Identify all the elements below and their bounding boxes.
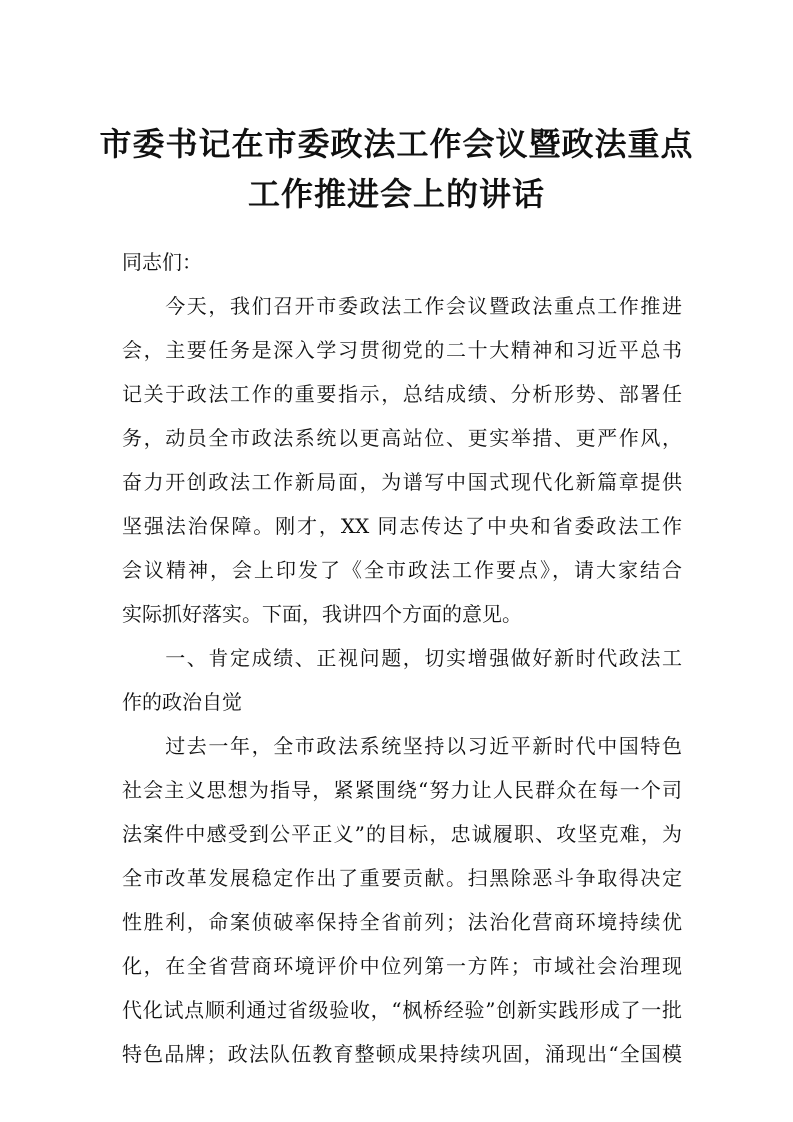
paragraph-line: 记关于政法工作的重要指示，总结成绩、分析形势、部署任 bbox=[122, 382, 682, 406]
paragraph-line: 特色品牌；政法队伍教育整顿成果持续巩固，涌现出“全国模 bbox=[122, 1042, 682, 1066]
paragraph-line: 全市改革发展稳定作出了重要贡献。扫黑除恶斗争取得决定 bbox=[122, 866, 682, 890]
salutation: 同志们： bbox=[122, 250, 202, 274]
paragraph-line: 社会主义思想为指导，紧紧围绕“努力让人民群众在每一个司 bbox=[122, 778, 682, 802]
paragraph-line: 坚强法治保障。刚才，XX 同志传达了中央和省委政法工作 bbox=[122, 514, 682, 538]
paragraph-line: 代化试点顺利通过省级验收，“枫桥经验”创新实践形成了一批 bbox=[122, 998, 682, 1022]
document-title-line-1: 市委书记在市委政法工作会议暨政法重点 bbox=[99, 125, 694, 163]
section-heading-line: 一、肯定成绩、正视问题，切实增强做好新时代政法工 bbox=[122, 646, 682, 670]
paragraph-line: 化，在全省营商环境评价中位列第一方阵；市域社会治理现 bbox=[122, 954, 682, 978]
paragraph-line: 法案件中感受到公平正义”的目标，忠诚履职、攻坚克难，为 bbox=[122, 822, 682, 846]
paragraph-line: 过去一年，全市政法系统坚持以习近平新时代中国特色 bbox=[122, 734, 682, 758]
paragraph-line: 会议精神，会上印发了《全市政法工作要点》，请大家结合 bbox=[122, 558, 682, 582]
paragraph-line: 实际抓好落实。下面，我讲四个方面的意见。 bbox=[122, 602, 522, 626]
paragraph-line: 今天，我们召开市委政法工作会议暨政法重点工作推进 bbox=[122, 294, 682, 318]
paragraph-line: 会，主要任务是深入学习贯彻党的二十大精神和习近平总书 bbox=[122, 338, 682, 362]
paragraph-line: 性胜利，命案侦破率保持全省前列；法治化营商环境持续优 bbox=[122, 910, 682, 934]
paragraph-line: 奋力开创政法工作新局面，为谱写中国式现代化新篇章提供 bbox=[122, 470, 682, 494]
document-title-line-2: 工作推进会上的讲话 bbox=[247, 175, 545, 213]
paragraph-line: 务，动员全市政法系统以更高站位、更实举措、更严作风， bbox=[122, 426, 682, 450]
section-heading-line: 作的政治自觉 bbox=[122, 690, 242, 714]
